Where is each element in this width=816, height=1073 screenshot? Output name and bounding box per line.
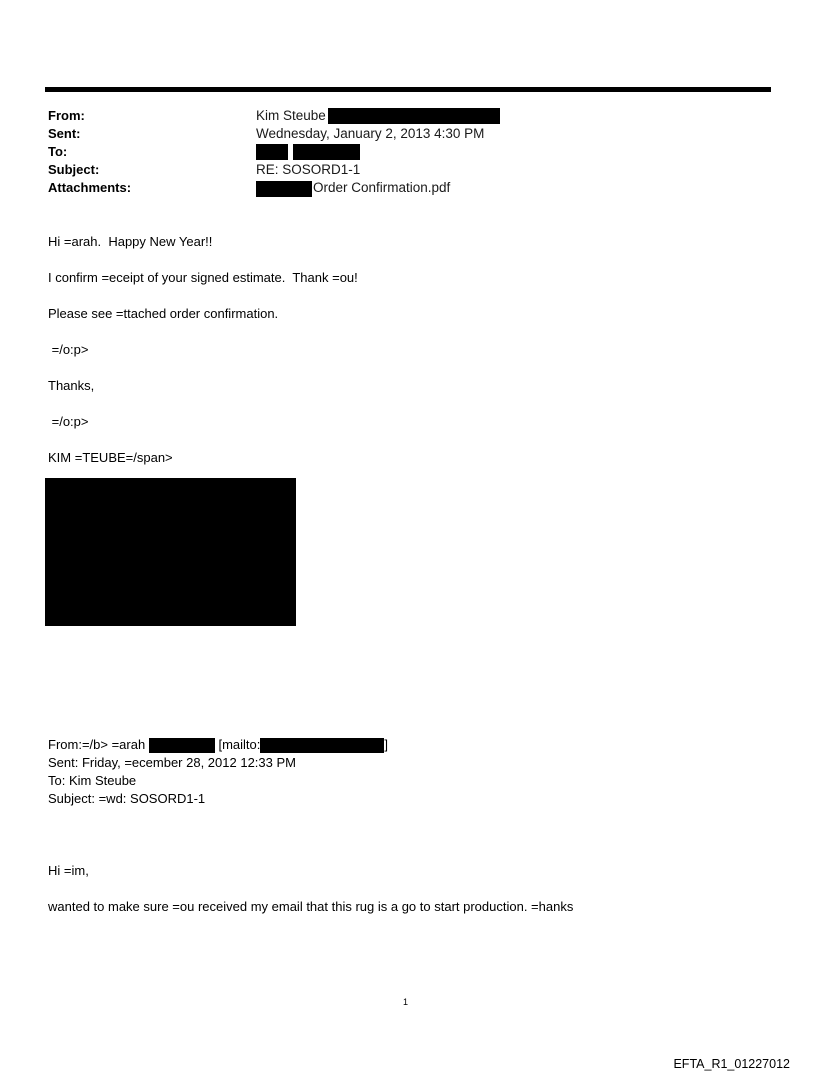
from-value: Kim Steube bbox=[256, 108, 326, 123]
to-label: To: bbox=[48, 144, 68, 159]
attachment-link[interactable]: Order Confirmation.pdf bbox=[313, 180, 451, 195]
encoding-artifact-2: =/o:p> bbox=[48, 414, 89, 429]
redaction-to-2 bbox=[293, 144, 360, 160]
quoted-mailto: [mailto: bbox=[218, 737, 261, 752]
subject-value: RE: SOSORD1-1 bbox=[256, 162, 361, 177]
header-divider bbox=[45, 87, 771, 92]
document-id-footer: EFTA_R1_01227012 bbox=[673, 1057, 790, 1071]
quoted-message: wanted to make sure =ou received my email that this rug is a go to start production. =hanks bbox=[48, 899, 574, 914]
body-line-2: Please see =ttached order confirmation. bbox=[48, 306, 279, 321]
redaction-from-email bbox=[328, 108, 500, 124]
attachments-label: Attachments: bbox=[48, 180, 132, 195]
redaction-to-1 bbox=[256, 144, 288, 160]
redaction-attachment bbox=[256, 181, 312, 197]
body-line-1: I confirm =eceipt of your signed estimate. Thank =ou! bbox=[48, 270, 358, 285]
encoding-artifact-1: =/o:p> bbox=[48, 342, 89, 357]
quoted-from-line bbox=[48, 737, 388, 753]
quoted-sent: Sent: Friday, =ecember 28, 2012 12:33 PM bbox=[48, 755, 296, 770]
quoted-from-prefix: From:=/b> =arah bbox=[48, 737, 146, 752]
page-number: 1 bbox=[403, 997, 409, 1007]
from-label: From: bbox=[48, 108, 85, 123]
quoted-subject: Subject: =wd: SOSORD1-1 bbox=[48, 791, 206, 806]
greeting: Hi =arah. Happy New Year!! bbox=[48, 234, 213, 249]
thanks: Thanks, bbox=[48, 378, 95, 393]
quoted-from-close: ] bbox=[384, 737, 388, 752]
signature-name: KIM =TEUBE=/span> bbox=[48, 450, 173, 465]
redaction-quoted-sender bbox=[149, 738, 215, 753]
sent-label: Sent: bbox=[48, 126, 81, 141]
quoted-to: To: Kim Steube bbox=[48, 773, 137, 788]
quoted-greeting: Hi =im, bbox=[48, 863, 89, 878]
redaction-quoted-email bbox=[260, 738, 384, 753]
sent-value: Wednesday, January 2, 2013 4:30 PM bbox=[256, 126, 485, 141]
redaction-signature-block bbox=[45, 478, 296, 626]
subject-label: Subject: bbox=[48, 162, 100, 177]
